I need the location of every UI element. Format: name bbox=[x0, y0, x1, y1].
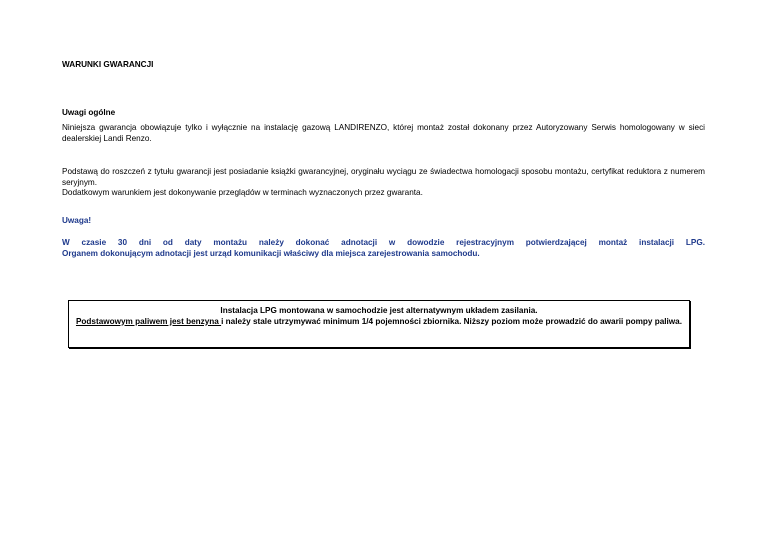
warning-text-line-2: Organem dokonującym adnotacji jest urząd komunikacji właściwy dla miejsca zarejestrowania samochodu. bbox=[62, 248, 480, 258]
general-notes-heading: Uwagi ogólne bbox=[62, 108, 116, 117]
notice-underlined-text: Podstawowym paliwem jest benzyna bbox=[75, 316, 222, 326]
claim-basis-paragraph: Podstawą do roszczeń z tytułu gwarancji jest posiadanie książki gwarancyjnej, oryginału wyciągu ze świadectwa homologacji sposobu montażu, certyfikat reduktora z numerem seryjnym. bbox=[62, 167, 705, 187]
notice-rest-text: i należy stale utrzymywać minimum 1/4 pojemności zbiornika. Niższy poziom może prowadzić do awarii pompy paliwa. bbox=[221, 316, 683, 326]
warning-heading: Uwaga! bbox=[62, 216, 92, 225]
notice-line-2 bbox=[69, 317, 689, 328]
inspection-condition-paragraph: Dodatkowym warunkiem jest dokonywanie przeglądów w terminach wyznaczonych przez gwaranta. bbox=[62, 188, 423, 197]
lpg-notice-box bbox=[68, 300, 690, 348]
warranty-scope-paragraph: Niniejsza gwarancja obowiązuje tylko i wyłącznie na instalację gazową LANDIRENZO, której montaż został dokonany przez Autoryzowany Serwis homologowany w sieci dealerskiej Landi Renzo. bbox=[62, 123, 705, 143]
warning-text-line-1: W czasie 30 dni od daty montażu należy dokonać adnotacji w dowodzie rejestracyjnym potwierdzającej montaż instalacji LPG. bbox=[62, 238, 705, 247]
page-title: WARUNKI GWARANCJI bbox=[62, 60, 154, 69]
warning-text bbox=[62, 238, 705, 259]
notice-line-1: Instalacja LPG montowana w samochodzie jest alternatywnym układem zasilania. bbox=[220, 306, 538, 315]
